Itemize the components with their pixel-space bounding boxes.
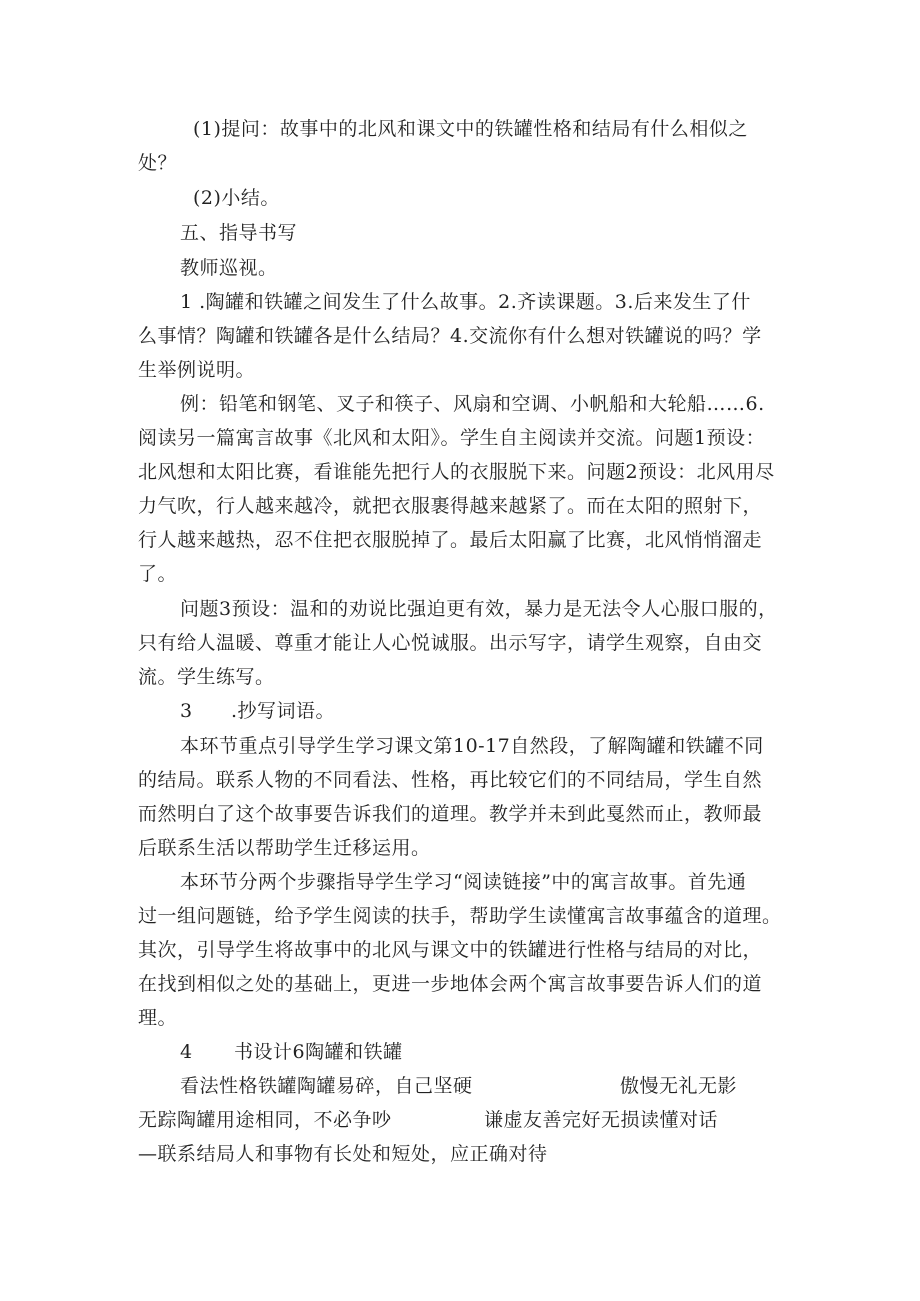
question-3-line-3: 流。学生练写。 xyxy=(138,666,275,688)
question-1-line-1: (1)提问：故事中的北风和课文中的铁罐性格和结局有什么相似之 xyxy=(193,118,748,140)
example-line-6: 了。 xyxy=(138,563,178,585)
paragraph-2-line-3: 其次，引导学生将故事中的北风与课文中的铁罐进行性格与结局的对比， xyxy=(138,939,763,961)
teacher-patrol: 教师巡视。 xyxy=(180,257,278,279)
steps-line-2: 么事情？陶罐和铁罐各是什么结局？4.交流你有什么想对铁罐说的吗？学 xyxy=(138,325,762,347)
example-line-4: 力气吹，行人越来越冷，就把衣服裹得越来越紧了。而在太阳的照射下， xyxy=(138,495,763,517)
example-line-1: 例：铅笔和钢笔、叉子和筷子、风扇和空调、小帆船和大轮船……6. xyxy=(180,393,765,415)
paragraph-2-line-1: 本环节分两个步骤指导学生学习“阅读链接”中的寓言故事。首先通 xyxy=(180,871,747,893)
question-3-line-2: 只有给人温暖、尊重才能让人心悦诚服。出示写字，请学生观察，自由交 xyxy=(138,632,763,654)
board-number: 4 xyxy=(180,1041,193,1063)
paragraph-2-line-2: 过一组问题链，给予学生阅读的扶手，帮助学生读懂寓言故事蕴含的道理。 xyxy=(138,905,782,927)
paragraph-1-line-3: 而然明白了这个故事要告诉我们的道理。教学并未到此戛然而止，教师最 xyxy=(138,803,763,825)
steps-line-3: 生举例说明。 xyxy=(138,359,256,381)
paragraph-2-line-5: 理。 xyxy=(138,1007,178,1029)
board-row-2-right: 谦虚友善完好无损读懂对话 xyxy=(484,1109,719,1131)
board-row-3: —联系结局人和事物有长处和短处，应正确对待 xyxy=(138,1143,548,1165)
example-line-5: 行人越来越热，忍不住把衣服脱掉了。最后太阳赢了比赛，北风悄悄溜走 xyxy=(138,529,763,551)
paragraph-1-line-2: 的结局。联系人物的不同看法、性格，再比较它们的不同结局，学生自然 xyxy=(138,769,763,791)
paragraph-2-line-4: 在找到相似之处的基础上，更进一步地体会两个寓言故事要告诉人们的道 xyxy=(138,973,763,995)
section-5-heading: 五、指导书写 xyxy=(180,222,298,244)
example-line-3: 北风想和太阳比赛，看谁能先把行人的衣服脱下来。问题2预设：北风用尽 xyxy=(138,461,775,483)
question-1-line-2: 处？ xyxy=(138,152,178,174)
board-row-1-right: 傲慢无礼无影 xyxy=(620,1075,738,1097)
board-row-1-left: 看法性格铁罐陶罐易碎，自己坚硬 xyxy=(180,1075,473,1097)
step-3-number: 3 xyxy=(180,700,193,722)
question-3-line-1: 问题3预设：温和的劝说比强迫更有效，暴力是无法令人心服口服的， xyxy=(180,598,778,620)
step-3-text: .抄写词语。 xyxy=(231,700,336,722)
steps-line-1: 1 .陶罐和铁罐之间发生了什么故事。2.齐读课题。3.后来发生了什 xyxy=(180,291,751,313)
board-row-2-left: 无踪陶罐用途相同，不必争吵 xyxy=(138,1109,392,1131)
board-title: 书设计6陶罐和铁罐 xyxy=(234,1041,403,1063)
paragraph-1-line-4: 后联系生活以帮助学生迁移运用。 xyxy=(138,837,431,859)
example-line-2: 阅读另一篇寓言故事《北风和太阳》。学生自主阅读并交流。问题1预设： xyxy=(138,427,766,449)
paragraph-1-line-1: 本环节重点引导学生学习课文第10-17自然段，了解陶罐和铁罐不同 xyxy=(180,735,764,757)
question-2: (2)小结。 xyxy=(193,187,280,209)
